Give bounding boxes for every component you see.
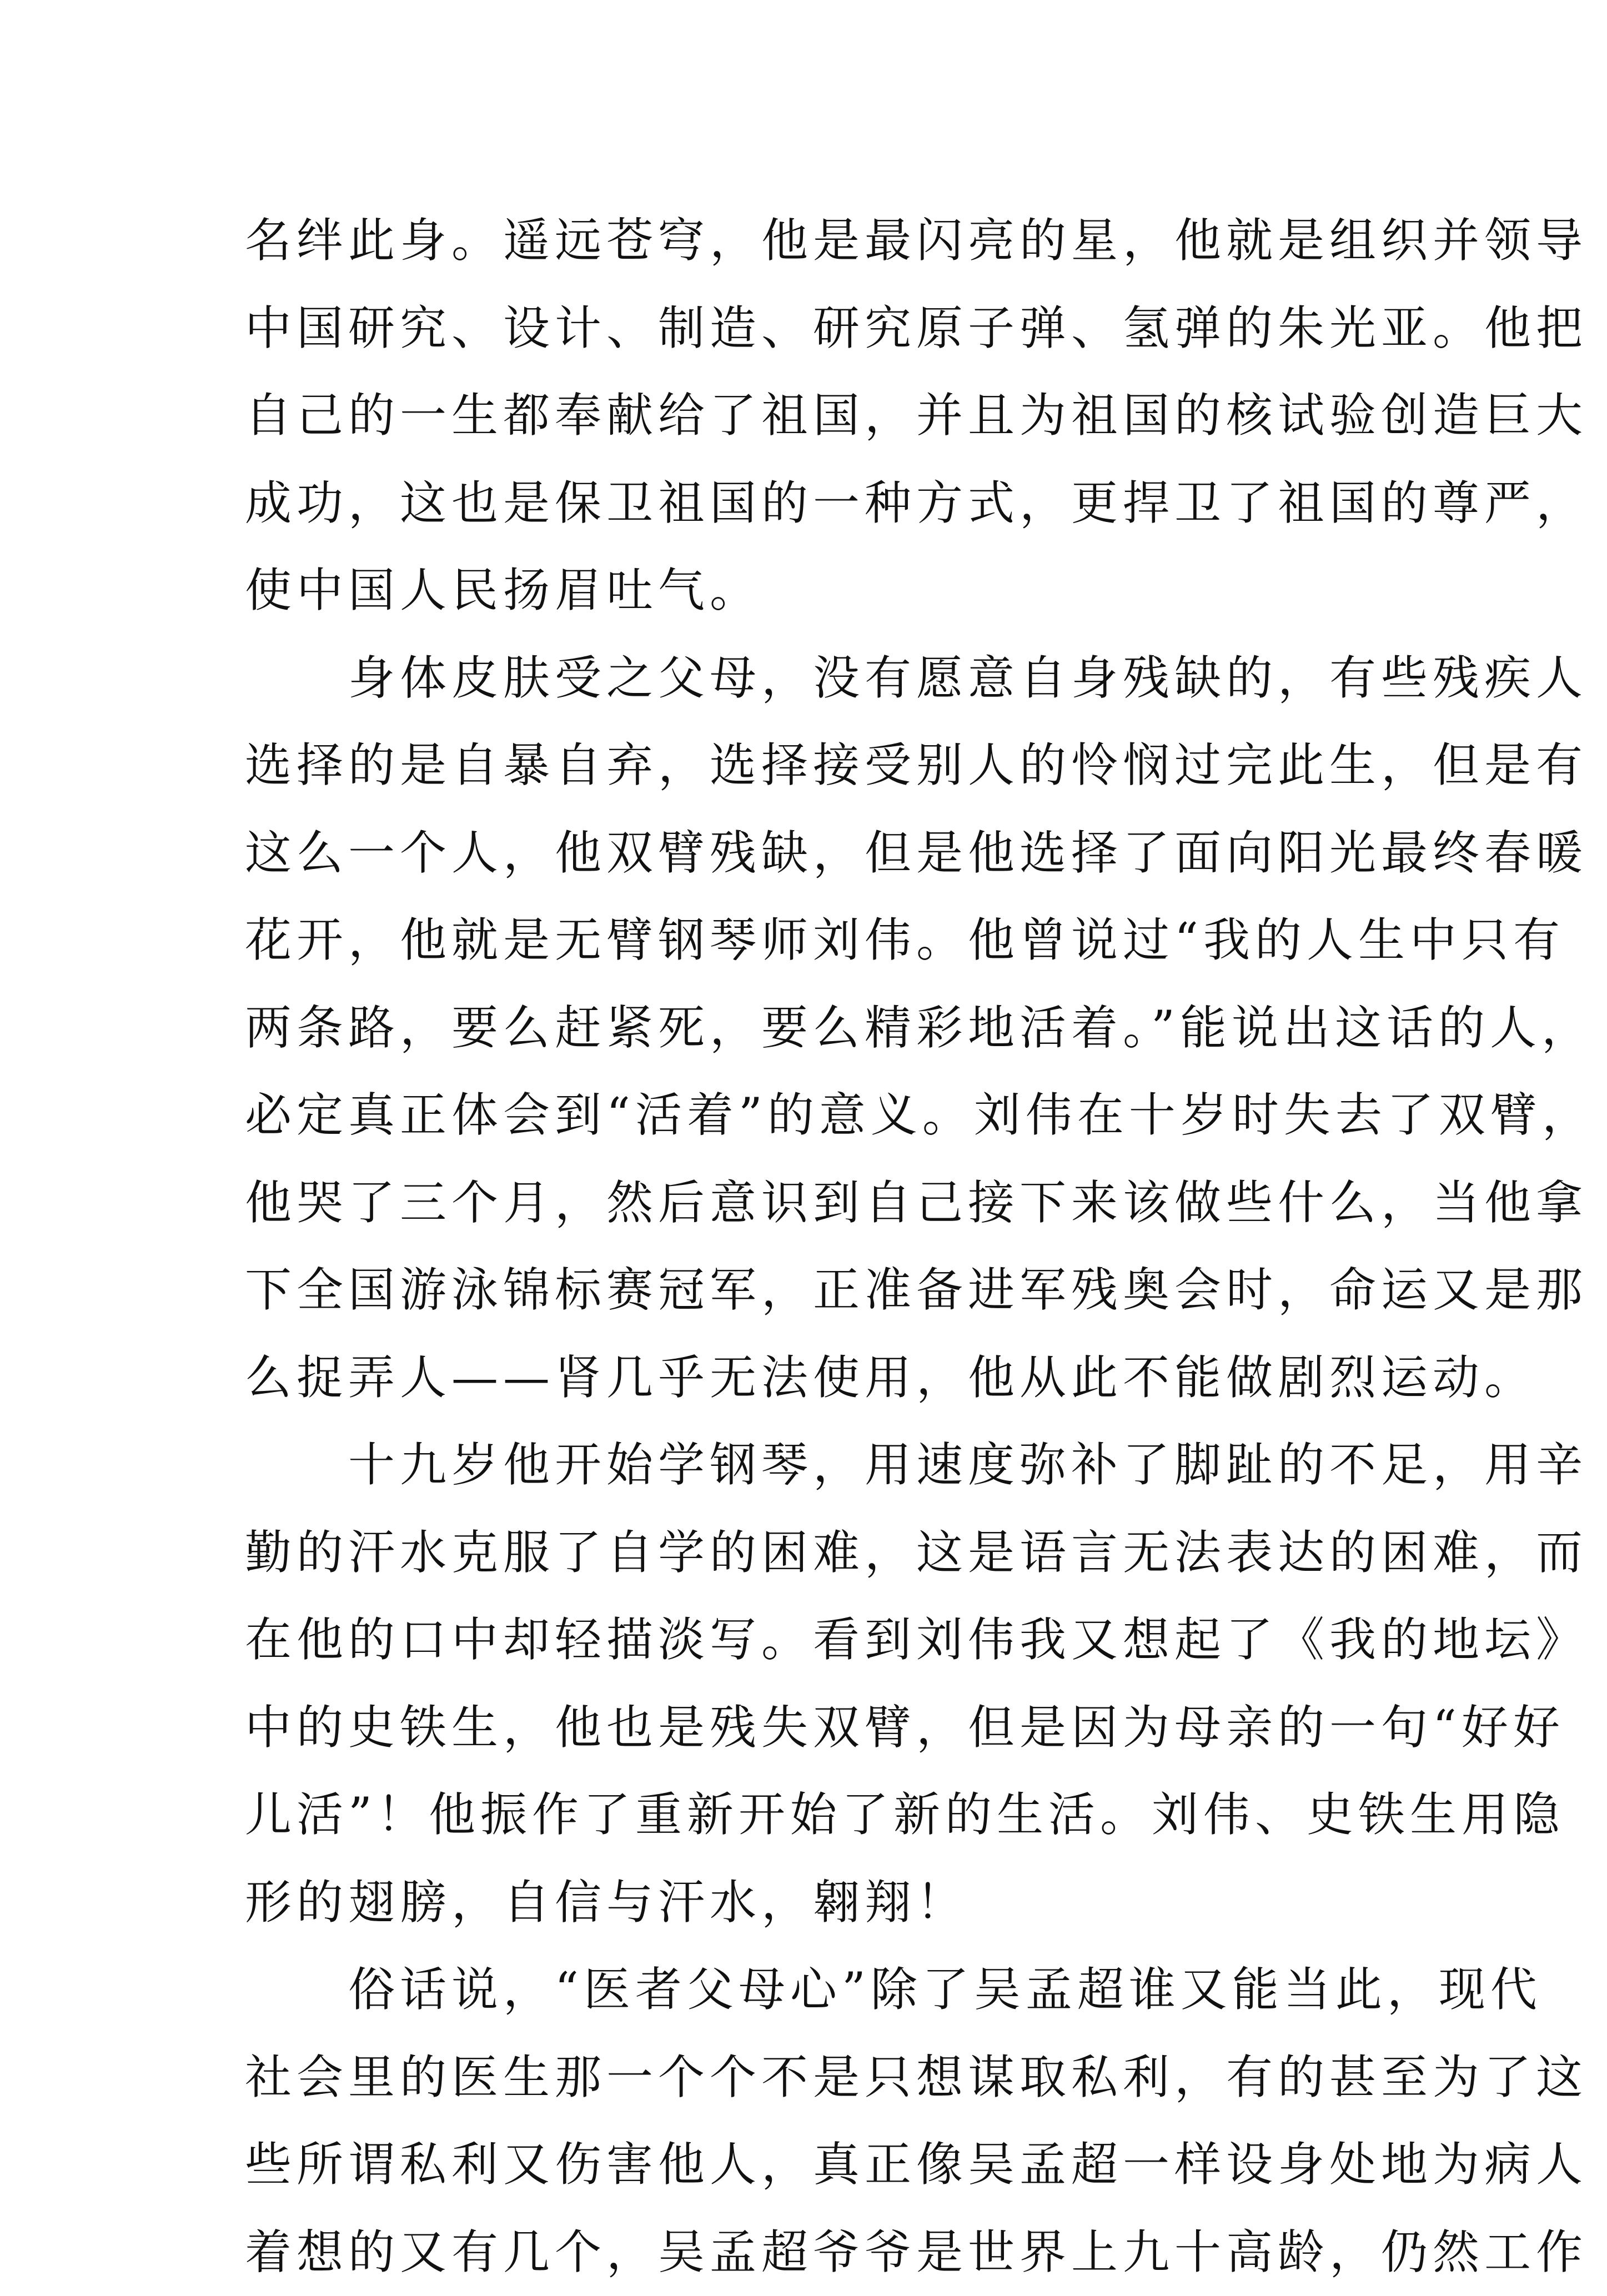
text-line: 名绊此身。遥远苍穹，他是最闪亮的星，他就是组织并领导 — [245, 197, 1372, 285]
paragraph-first-line: 俗话说，“医者父母心”除了吴孟超谁又能当此，现代 — [245, 1946, 1372, 2034]
text-line: 儿活”！他振作了重新开始了新的生活。刘伟、史铁生用隐 — [245, 1771, 1372, 1859]
text-line: 形的翅膀，自信与汗水，翱翔！ — [245, 1859, 1372, 1947]
text-line: 两条路，要么赶紧死，要么精彩地活着。”能说出这话的人， — [245, 984, 1372, 1072]
text-line: 使中国人民扬眉吐气。 — [245, 547, 1372, 635]
text-line: 成功，这也是保卫祖国的一种方式，更捍卫了祖国的尊严， — [245, 460, 1372, 547]
text-line: 下全国游泳锦标赛冠军，正准备进军残奥会时，命运又是那 — [245, 1247, 1372, 1334]
text-line: 花开，他就是无臂钢琴师刘伟。他曾说过“我的人生中只有 — [245, 897, 1372, 984]
text-line: 必定真正体会到“活着”的意义。刘伟在十岁时失去了双臂， — [245, 1072, 1372, 1159]
text-line: 些所谓私利又伤害他人，真正像吴孟超一样设身处地为病人 — [245, 2121, 1372, 2209]
text-line: 中的史铁生，他也是残失双臂，但是因为母亲的一句“好好 — [245, 1684, 1372, 1772]
text-line: 勤的汗水克服了自学的困难，这是语言无法表达的困难，而 — [245, 1509, 1372, 1597]
text-line: 他哭了三个月，然后意识到自己接下来该做些什么，当他拿 — [245, 1159, 1372, 1247]
document-body — [245, 197, 1372, 2296]
text-line: 着想的又有几个，吴孟超爷爷是世界上九十高龄，仍然工作 — [245, 2209, 1372, 2296]
text-line: 社会里的医生那一个个不是只想谋取私利，有的甚至为了这 — [245, 2034, 1372, 2122]
paragraph-first-line: 十九岁他开始学钢琴，用速度弥补了脚趾的不足，用辛 — [245, 1421, 1372, 1509]
text-line: 中国研究、设计、制造、研究原子弹、氢弹的朱光亚。他把 — [245, 285, 1372, 373]
text-line: 自己的一生都奉献给了祖国，并且为祖国的核试验创造巨大 — [245, 372, 1372, 460]
text-line: 选择的是自暴自弃，选择接受别人的怜悯过完此生，但是有 — [245, 722, 1372, 810]
text-line: 么捉弄人——肾几乎无法使用，他从此不能做剧烈运动。 — [245, 1334, 1372, 1422]
text-line: 这么一个人，他双臂残缺，但是他选择了面向阳光最终春暖 — [245, 810, 1372, 897]
paragraph-first-line: 身体皮肤受之父母，没有愿意自身残缺的，有些残疾人 — [245, 635, 1372, 722]
text-line: 在他的口中却轻描淡写。看到刘伟我又想起了《我的地坛》 — [245, 1596, 1372, 1684]
